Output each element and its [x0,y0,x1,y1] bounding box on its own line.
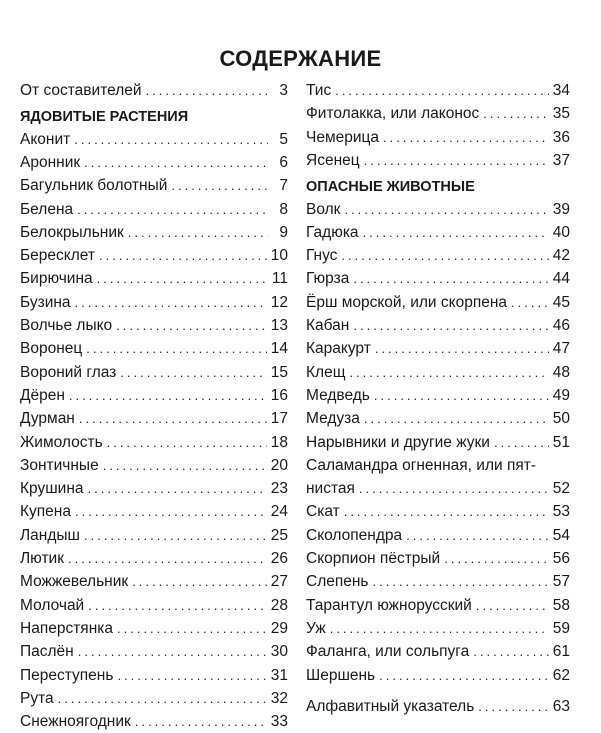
toc-entry [306,268,570,290]
toc-entry [20,268,288,290]
dot-leader [120,362,266,384]
toc-entry-title: Кабан [306,317,350,334]
toc-page-number: 27 [270,573,288,591]
toc-page-number: 8 [279,200,288,218]
toc-entry-title: Волк [306,200,341,218]
toc-entry [20,199,288,221]
toc-entry [20,665,288,687]
toc-page-number: 37 [552,151,570,169]
toc-entry-title: Каракурт [306,340,371,358]
dot-leader [344,501,549,523]
toc-entry-title: Гюрза [306,270,350,288]
toc-entry-title: Гнус [306,247,338,265]
toc-entry [20,501,288,523]
toc-page-number: 5 [279,130,288,148]
dot-leader [77,199,268,221]
toc-entry-title: Алфавитный указатель [306,697,475,715]
toc-entry [20,245,288,267]
toc-page-number: 45 [552,293,570,311]
toc-entry-title: Дёрен [20,386,65,404]
dot-leader [99,245,267,267]
toc-page-number: 9 [279,223,288,241]
toc-entry [306,103,570,125]
dot-leader [383,127,549,149]
toc-entry-title: Крушина [20,480,84,498]
toc-entry [306,338,570,360]
toc-entry-title: Ясенец [306,151,360,169]
toc-entry-title: Бересклет [20,247,95,265]
toc-entry-title: Молочай [20,596,85,614]
toc-entry [306,696,570,718]
toc-entry-title: Клещ [306,363,346,381]
toc-entry [306,548,570,570]
toc-page-number: 63 [552,697,570,715]
toc-page-number: 46 [552,317,570,334]
toc-entry [20,338,288,360]
toc-entry-title: ЯДОВИТЫЕ РАСТЕНИЯ [20,109,189,126]
toc-page-number: 7 [279,177,288,195]
dot-leader [330,618,549,640]
toc-entry-title: Нарывники и другие жуки [306,433,490,451]
dot-leader [374,385,549,407]
dot-leader [373,571,549,593]
dot-leader [86,338,266,360]
toc-page-number: 47 [552,340,570,358]
toc-entry-title: Гадюка [306,223,359,241]
dot-leader [116,315,267,337]
toc-entry [20,432,288,454]
toc-entry [306,80,570,102]
dot-leader [171,175,268,197]
toc-entry-title: Бирючина [20,270,93,288]
toc-page-number: 29 [270,619,288,637]
toc-section-heading [306,176,570,198]
dot-leader [68,548,267,570]
toc-entry [306,245,570,267]
toc-page-number: 57 [552,573,570,591]
dot-leader [58,688,267,710]
toc-page-number: 13 [270,317,288,334]
toc-entry [306,432,570,454]
dot-leader [88,595,267,617]
dot-leader [103,455,267,477]
toc-entry [306,292,570,314]
toc-entry [20,80,288,102]
dot-leader [353,315,548,337]
toc-entry-title: Уж [306,619,326,637]
toc-entry-title: Фаланга, или сольпуга [306,643,470,661]
toc-entry [20,571,288,593]
toc-page-number: 33 [270,713,288,731]
dot-leader [363,222,549,244]
toc-page-number: 26 [270,550,288,567]
toc-page-number: 3 [279,82,288,99]
toc-entry [306,641,570,663]
dot-leader [349,362,548,384]
toc-entry [20,315,288,337]
toc-page-number: 28 [270,596,288,614]
toc-entry-title: Аконит [20,130,71,148]
dot-leader [74,129,268,151]
toc-page-number: 24 [270,503,288,521]
dot-leader [444,548,549,570]
toc-page-number: 54 [552,526,570,544]
toc-page-number: 42 [552,247,570,265]
toc-entry [306,501,570,523]
toc-page-number: 61 [552,643,570,661]
dot-leader [511,292,549,314]
toc-entry [306,222,570,244]
toc-entry [306,595,570,617]
toc-entry-title: нистая [306,480,355,498]
dot-leader [75,292,267,314]
toc-page-number: 32 [270,689,288,707]
toc-entry-title: Скорпион пёстрый [306,550,441,567]
dot-leader [132,571,267,593]
toc-entry-title: От составителей [20,82,142,99]
dot-leader [88,478,267,500]
dot-leader [344,199,548,221]
dot-leader [478,696,548,718]
dot-leader [128,222,268,244]
toc-entry [20,362,288,384]
dot-leader [69,385,267,407]
toc-page-number: 58 [552,596,570,614]
toc-entry [306,665,570,687]
toc-entry [306,127,570,149]
toc-entry-title: Жимолость [20,433,103,451]
dot-leader [79,408,267,430]
toc-entry [20,595,288,617]
toc-page-number: 31 [270,666,288,684]
dot-leader [494,432,549,454]
toc-page-number: 35 [552,105,570,123]
toc-entry-title: Чемерица [306,128,380,146]
toc-entry [20,618,288,640]
toc-page-number: 34 [552,82,570,99]
toc-entry-title: Наперстянка [20,619,113,637]
toc-page-number: 44 [552,270,570,288]
toc-entry [306,571,570,593]
dot-leader [341,245,548,267]
dot-leader [107,432,267,454]
toc-entry-title: Фитолакка, или лаконос [306,105,480,123]
dot-leader [364,150,549,172]
toc-section-heading [20,106,288,128]
toc-entry-title: Рута [20,689,54,707]
toc-entry-title: Снежноягодник [20,713,131,731]
toc-entry [20,688,288,710]
toc-page-number: 30 [270,643,288,661]
toc-entry [306,315,570,337]
toc-entry-title: Бузина [20,293,71,311]
dot-leader [78,641,267,663]
dot-leader [97,268,268,290]
toc-page-number: 50 [552,410,570,428]
toc-entry [20,478,288,500]
dot-leader [135,711,267,733]
dot-leader [473,641,549,663]
toc-page-number: 12 [270,293,288,311]
toc-entry-title: Вороний глаз [20,363,117,381]
toc-entry [20,222,288,244]
toc-entry [20,292,288,314]
toc-page-number: 18 [270,433,288,451]
toc-entry [306,455,570,477]
toc-entry [306,150,570,172]
toc-entry-title: Можжевельник [20,573,129,591]
toc-entry-title: Лютик [20,550,64,567]
toc-entry-title: Ландыш [20,526,80,544]
toc-entry [306,618,570,640]
toc-entry-title: Слепень [306,573,369,591]
dot-leader [359,478,549,500]
toc-entry-title: Багульник болотный [20,177,168,195]
toc-entry-title: Воронец [20,340,83,358]
toc-entry [306,385,570,407]
toc-entry-title: Дурман [20,410,75,428]
dot-leader [379,665,549,687]
toc-entry [20,548,288,570]
toc-page-number: 25 [270,526,288,544]
toc-page-number: 17 [270,410,288,428]
toc-page-number: 51 [552,433,570,451]
toc-entry [306,478,570,500]
toc-entry-title: Переступень [20,666,114,684]
toc-page-number: 39 [552,200,570,218]
toc-entry [20,408,288,430]
toc-entry-title: Тис [306,82,332,99]
toc-entry-title: Медуза [306,410,360,428]
toc-entry [20,385,288,407]
toc-page-number: 59 [552,619,570,637]
toc-page-number: 36 [552,128,570,146]
toc-page-number: 48 [552,363,570,381]
toc-entry-title: Белокрыльник [20,223,124,241]
toc-entry-title: Зонтичные [20,456,99,474]
toc-page-number: 15 [270,363,288,381]
toc-page-number: 16 [270,386,288,404]
page-title: СОДЕРЖАНИЕ [219,46,382,71]
toc-entry [20,129,288,151]
dot-leader [375,338,549,360]
toc-page-number: 56 [552,550,570,567]
toc-entry [306,362,570,384]
dot-leader [476,595,549,617]
toc-entry-title: Волчье лыко [20,317,113,334]
toc-page-number: 40 [552,223,570,241]
toc-entry [20,641,288,663]
toc-page-number: 52 [552,480,570,498]
dot-leader [75,501,267,523]
toc-entry-title: Купена [20,503,71,521]
toc-page-number: 11 [271,270,288,288]
toc-page-number: 23 [270,480,288,498]
toc-entry [306,408,570,430]
dot-leader [84,525,267,547]
toc-entry [20,455,288,477]
dot-leader [117,618,267,640]
dot-leader [335,80,549,102]
toc-entry [306,199,570,221]
toc-page-number: 10 [270,247,288,265]
dot-leader [353,268,548,290]
toc-entry [20,525,288,547]
toc-entry-title: ОПАСНЫЕ ЖИВОТНЫЕ [306,179,475,196]
toc-entry [20,175,288,197]
dot-leader [84,152,268,174]
dot-leader [364,408,549,430]
toc-entry-title: Сколопендра [306,526,403,544]
toc-page-number: 62 [552,666,570,684]
toc-entry [20,711,288,733]
toc-page-number: 14 [270,340,288,358]
toc-entry-title: Аронник [20,153,81,171]
toc-entry-title: Саламандра огненная, или пят- [306,456,536,474]
toc-entry-title: Ёрш морской, или скорпена [306,293,508,311]
toc-entry [20,152,288,174]
toc-entry-title: Белена [20,200,74,218]
toc-entry-title: Скат [306,503,340,521]
toc-entry-title: Медведь [306,386,370,404]
dot-leader [117,665,266,687]
toc-page-number: 49 [552,386,570,404]
toc-page-number: 53 [552,503,570,521]
toc-page-number: 6 [279,153,288,171]
dot-leader [146,80,268,102]
dot-leader [406,525,549,547]
toc-page-number: 20 [270,456,288,474]
toc-entry-title: Паслён [20,643,74,661]
toc-entry-title: Шершень [306,666,376,684]
toc-entry [306,525,570,547]
dot-leader [483,103,548,125]
toc-entry-title: Тарантул южнорусский [306,596,472,614]
